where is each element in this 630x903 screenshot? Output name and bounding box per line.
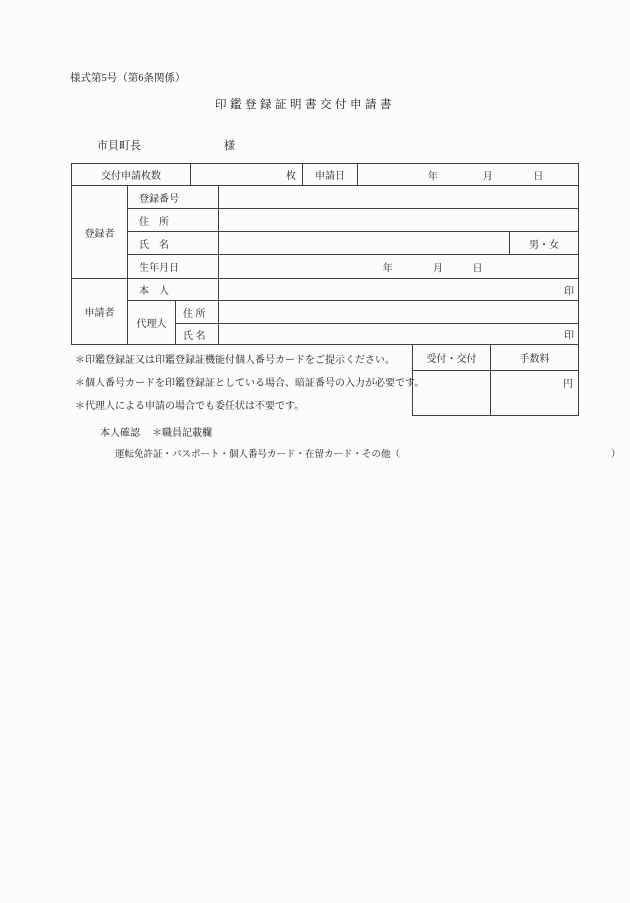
agent-label: 代理人 bbox=[128, 301, 176, 345]
registrant-address-label: 住 所 bbox=[128, 209, 219, 232]
form-notes bbox=[75, 349, 424, 418]
fee-header: 手数料 bbox=[491, 345, 579, 371]
registration-number-label: 登録番号 bbox=[128, 186, 219, 209]
note-line: ＊個人番号カードを印鑑登録証としている場合、暗証番号の入力が必要です。 bbox=[75, 378, 425, 389]
addressee-honorific: 様 bbox=[224, 140, 235, 152]
form-style-number: 様式第5号（第6条関係） bbox=[70, 73, 186, 84]
application-table bbox=[71, 163, 579, 345]
document-title: 印鑑登録証明書交付申請書 bbox=[215, 99, 395, 111]
identity-documents-line bbox=[115, 446, 621, 460]
year-unit-label: 年 bbox=[427, 171, 438, 182]
day-unit-label: 日 bbox=[472, 263, 483, 274]
fee-amount-field[interactable] bbox=[491, 371, 579, 416]
note-line: ＊代理人による申請の場合でも委任状は不要です。 bbox=[75, 401, 305, 412]
application-date-label: 申請日 bbox=[303, 164, 358, 186]
addressee-line bbox=[97, 137, 235, 153]
agent-address-label: 住 所 bbox=[176, 301, 219, 324]
seal-mark: 印 bbox=[564, 286, 574, 297]
principal-label: 本 人 bbox=[128, 279, 219, 301]
registrant-name-label: 氏 名 bbox=[128, 232, 219, 255]
birthdate-label: 生年月日 bbox=[128, 255, 219, 279]
registrant-name-field[interactable] bbox=[219, 232, 510, 255]
copies-unit-label: 枚 bbox=[286, 171, 296, 182]
applicant-section-label: 申請者 bbox=[72, 279, 128, 345]
identity-documents-label: 運転免許証・パスポート・個人番号カード・在留カード・その他（ bbox=[115, 450, 401, 460]
registrant-section-label: 登録者 bbox=[72, 186, 128, 279]
note-line: ＊印鑑登録証又は印鑑登録証機能付個人番号カードをご提示ください。 bbox=[75, 355, 395, 366]
seal-mark: 印 bbox=[564, 330, 574, 342]
identity-check-line bbox=[100, 424, 212, 439]
reception-delivery-field[interactable] bbox=[413, 371, 491, 416]
month-unit-label: 月 bbox=[432, 263, 443, 274]
currency-unit-label: 円 bbox=[563, 379, 573, 390]
agent-address-field[interactable] bbox=[219, 301, 579, 324]
month-unit-label: 月 bbox=[482, 171, 493, 182]
copies-count-label: 交付申請枚数 bbox=[72, 164, 191, 186]
year-unit-label: 年 bbox=[382, 263, 393, 274]
addressee-name: 市貝町長 bbox=[97, 140, 141, 152]
agent-name-label: 氏 名 bbox=[176, 324, 219, 345]
application-date-field[interactable] bbox=[358, 164, 579, 186]
registration-number-field[interactable] bbox=[219, 186, 579, 209]
gender-select-cell[interactable]: 男・女 bbox=[510, 232, 579, 255]
agent-name-field[interactable] bbox=[219, 324, 579, 345]
fee-table bbox=[412, 345, 579, 416]
birthdate-field[interactable] bbox=[219, 255, 579, 279]
registrant-address-field[interactable] bbox=[219, 209, 579, 232]
close-paren: ） bbox=[611, 450, 621, 460]
staff-entry-label: ＊職員記載欄 bbox=[152, 428, 212, 439]
copies-count-field[interactable] bbox=[191, 164, 303, 186]
reception-delivery-header: 受付・交付 bbox=[413, 345, 491, 371]
day-unit-label: 日 bbox=[533, 171, 544, 182]
identity-check-label: 本人確認 bbox=[100, 428, 140, 439]
principal-name-field[interactable] bbox=[219, 279, 579, 301]
